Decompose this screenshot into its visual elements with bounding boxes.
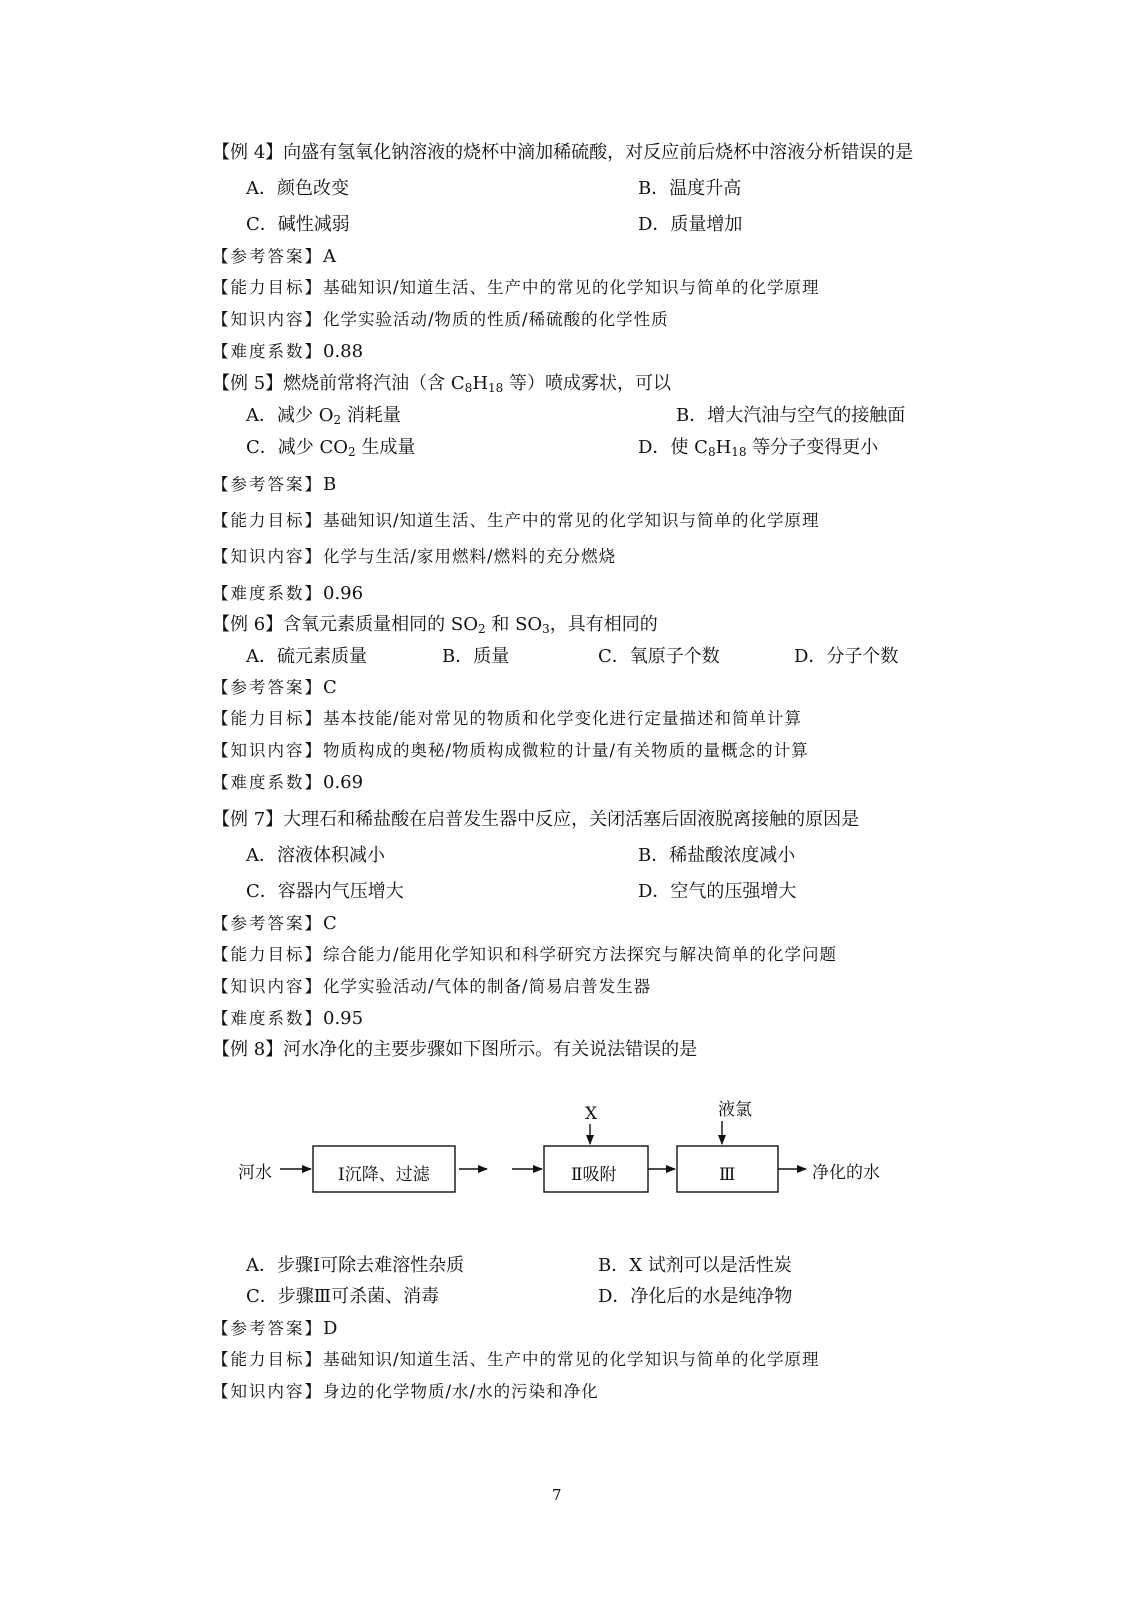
q8-option-a: A．步骤Ⅰ可除去难溶性杂质 xyxy=(246,1255,465,1276)
q7-difficulty xyxy=(212,1007,363,1031)
q4-difficulty xyxy=(212,340,363,364)
ability-tag: 【能力目标】 xyxy=(212,511,323,530)
q8-stem: 【例 8】河水净化的主要步骤如下图所示。有关说法错误的是 xyxy=(212,1039,698,1060)
q8-option-d: D．净化后的水是纯净物 xyxy=(598,1286,793,1307)
q7-answer xyxy=(212,912,337,936)
difficulty-tag: 【难度系数】 xyxy=(212,1009,323,1028)
q6-ability xyxy=(212,707,802,731)
difficulty-tag: 【难度系数】 xyxy=(212,584,323,603)
content-value: 化学与生活/家用燃料/燃料的充分燃烧 xyxy=(323,547,617,566)
q4-option-c: C．碱性减弱 xyxy=(246,214,350,235)
q5-difficulty xyxy=(212,582,363,606)
q6-content xyxy=(212,739,809,763)
content-value: 身边的化学物质/水/水的污染和净化 xyxy=(323,1382,599,1401)
ability-value: 基础知识/知道生活、生产中的常见的化学知识与简单的化学原理 xyxy=(323,1350,820,1369)
step2-label: Ⅱ吸附 xyxy=(571,1165,617,1185)
reagent-chlorine-label: 液氯 xyxy=(718,1100,752,1120)
answer-tag: 【参考答案】 xyxy=(212,247,323,266)
answer-value: D xyxy=(323,1318,338,1339)
input-label: 河水 xyxy=(238,1163,272,1183)
ability-tag: 【能力目标】 xyxy=(212,278,323,297)
content-tag: 【知识内容】 xyxy=(212,310,323,329)
answer-tag: 【参考答案】 xyxy=(212,678,323,697)
content-tag: 【知识内容】 xyxy=(212,977,323,996)
q7-option-a: A．溶液体积减小 xyxy=(246,845,385,866)
step3-label: Ⅲ xyxy=(719,1165,736,1185)
q5-option-d: D．使 $C_8H_{18}$ 等分子变得更小 xyxy=(638,437,879,459)
q8-ability xyxy=(212,1348,820,1372)
content-value: 物质构成的奥秘/物质构成微粒的计量/有关物质的量概念的计算 xyxy=(323,741,809,760)
answer-value: B xyxy=(323,474,337,495)
q6-option-d: D．分子个数 xyxy=(794,646,899,667)
q8-answer xyxy=(212,1317,337,1341)
q4-answer xyxy=(212,245,336,269)
q4-content xyxy=(212,308,669,332)
reagent-x-label: X xyxy=(585,1104,598,1124)
difficulty-value: 0.88 xyxy=(323,341,364,362)
q5-answer xyxy=(212,473,336,497)
q8-option-c: C．步骤Ⅲ可杀菌、消毒 xyxy=(246,1286,440,1307)
q6-option-a: A．硫元素质量 xyxy=(246,646,367,667)
content-tag: 【知识内容】 xyxy=(212,1382,323,1401)
answer-tag: 【参考答案】 xyxy=(212,914,323,933)
content-tag: 【知识内容】 xyxy=(212,741,323,760)
q4-option-d: D．质量增加 xyxy=(638,214,743,235)
q8-option-b: B．X 试剂可以是活性炭 xyxy=(598,1255,792,1276)
answer-tag: 【参考答案】 xyxy=(212,475,323,494)
q4-stem: 【例 4】向盛有氢氧化钠溶液的烧杯中滴加稀硫酸，对反应前后烧杯中溶液分析错误的是 xyxy=(212,142,914,163)
ability-value: 基础知识/知道生活、生产中的常见的化学知识与简单的化学原理 xyxy=(323,278,820,297)
q7-ability xyxy=(212,943,837,967)
ability-value: 基本技能/能对常见的物质和化学变化进行定量描述和简单计算 xyxy=(323,709,803,728)
difficulty-value: 0.69 xyxy=(323,772,364,793)
difficulty-tag: 【难度系数】 xyxy=(212,773,323,792)
q4-option-a: A．颜色改变 xyxy=(246,178,349,199)
page-number: 7 xyxy=(552,1486,562,1504)
content-value: 化学实验活动/气体的制备/简易启普发生器 xyxy=(323,977,652,996)
difficulty-value: 0.95 xyxy=(323,1008,364,1029)
q7-stem: 【例 7】大理石和稀盐酸在启普发生器中反应，关闭活塞后固液脱离接触的原因是 xyxy=(212,809,860,830)
answer-tag: 【参考答案】 xyxy=(212,1319,323,1338)
content-tag: 【知识内容】 xyxy=(212,547,323,566)
content-value: 化学实验活动/物质的性质/稀硫酸的化学性质 xyxy=(323,310,669,329)
q6-difficulty xyxy=(212,771,363,795)
q4-ability xyxy=(212,276,820,300)
q7-option-b: B．稀盐酸浓度减小 xyxy=(638,845,796,866)
q7-option-d: D．空气的压强增大 xyxy=(638,881,797,902)
ability-tag: 【能力目标】 xyxy=(212,945,323,964)
difficulty-tag: 【难度系数】 xyxy=(212,342,323,361)
water-purification-diagram xyxy=(0,1090,1131,1210)
difficulty-value: 0.96 xyxy=(323,583,364,604)
q8-content xyxy=(212,1380,599,1404)
q5-content xyxy=(212,545,616,569)
q6-option-b: B．质量 xyxy=(442,646,510,667)
ability-value: 基础知识/知道生活、生产中的常见的化学知识与简单的化学原理 xyxy=(323,511,820,530)
q6-stem: 【例 6】含氧元素质量相同的 $SO_2$ 和 $SO_3$，具有相同的 xyxy=(212,614,658,636)
q5-option-a: A．减少 $O_2$ 消耗量 xyxy=(246,405,401,427)
ability-tag: 【能力目标】 xyxy=(212,709,323,728)
output-label: 净化的水 xyxy=(812,1163,880,1183)
q7-content xyxy=(212,975,651,999)
q4-option-b: B．温度升高 xyxy=(638,178,742,199)
q5-ability xyxy=(212,509,820,533)
step1-label: Ⅰ沉降、过滤 xyxy=(338,1165,430,1185)
answer-value: A xyxy=(323,246,336,267)
q6-answer xyxy=(212,676,337,700)
q6-option-c: C．氧原子个数 xyxy=(598,646,720,667)
q7-option-c: C．容器内气压增大 xyxy=(246,881,404,902)
q5-option-b: B．增大汽油与空气的接触面 xyxy=(676,405,906,426)
answer-value: C xyxy=(323,677,337,698)
answer-value: C xyxy=(323,913,337,934)
ability-tag: 【能力目标】 xyxy=(212,1350,323,1369)
q5-stem: 【例 5】燃烧前常将汽油（含 $C_8H_{18}$ 等）喷成雾状，可以 xyxy=(212,373,672,395)
ability-value: 综合能力/能用化学知识和科学研究方法探究与解决简单的化学问题 xyxy=(323,945,838,964)
q5-option-c: C．减少 $CO_2$ 生成量 xyxy=(246,437,416,459)
